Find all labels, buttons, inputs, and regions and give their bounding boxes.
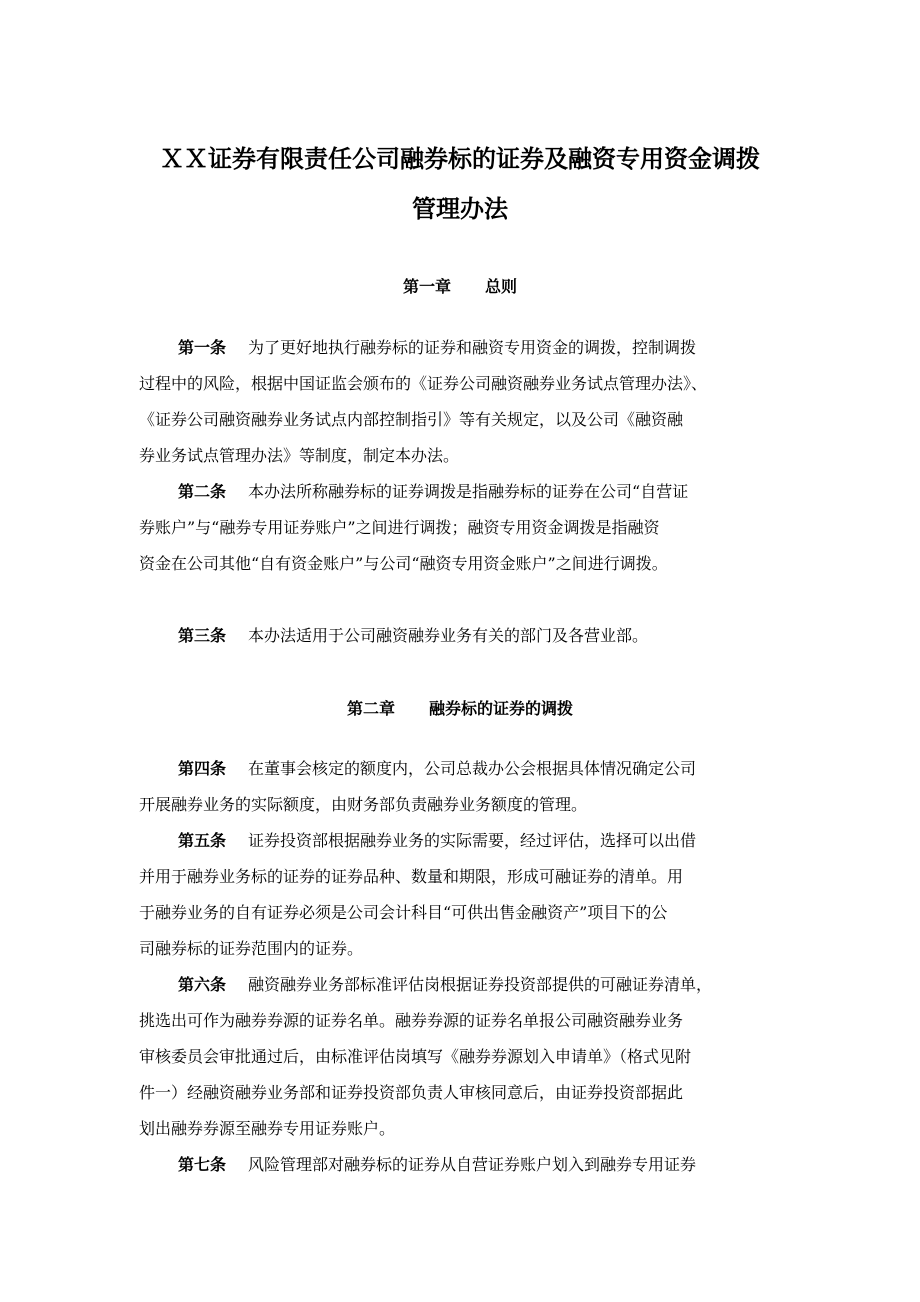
article-line: 开展融券业务的实际额度，由财务部负责融券业务额度的管理。 (139, 795, 588, 814)
article-text: 本办法适用于公司融资融券业务有关的部门及各营业部。 (248, 626, 649, 645)
article-label: 第七条 (178, 1155, 227, 1174)
chapter-title: 总则 (485, 277, 518, 296)
article-first-line (178, 973, 712, 997)
article-text: 在董事会核定的额度内，公司总裁办公会根据具体情况确定公司 (248, 759, 697, 778)
article-first-line (178, 480, 688, 504)
article-text: 本办法所称融券标的证券调拨是指融券标的证券在公司“自营证 (248, 482, 689, 501)
article-label: 第二条 (178, 482, 227, 501)
article-line: 划出融券券源至融券专用证券账户。 (139, 1119, 396, 1138)
chapter-number: 第二章 (346, 699, 395, 718)
article-line: 件一）经融资融券业务部和证券投资部负责人审核同意后，由证券投资部据此 (139, 1083, 684, 1102)
article-label: 第六条 (178, 975, 227, 994)
article-text: 风险管理部对融券标的证券从自营证券账户划入到融券专用证券 (248, 1155, 697, 1174)
chapter-title: 融券标的证券的调拨 (429, 699, 574, 718)
article-line: 并用于融券业务标的证券的证券品种、数量和期限，形成可融证券的清单。用 (139, 867, 684, 886)
article-first-line (178, 336, 696, 360)
chapter-number: 第一章 (402, 277, 451, 296)
chapter-heading (120, 697, 800, 721)
article-label: 第四条 (178, 759, 227, 778)
chapter-heading (120, 275, 800, 299)
article-text: 融资融券业务部标准评估岗根据证券投资部提供的可融证券清单， (248, 975, 713, 994)
article-line: 资金在公司其他“自有资金账户”与公司“融资专用资金账户”之间进行调拨。 (139, 554, 668, 573)
article-label: 第三条 (178, 626, 227, 645)
article-line: 过程中的风险，根据中国证监会颁布的《证券公司融资融券业务试点管理办法》、 (139, 374, 708, 393)
article-line: 于融券业务的自有证券必须是公司会计科目“可供出售金融资产”项目下的公 (139, 903, 668, 922)
article-label: 第一条 (178, 338, 227, 357)
article-first-line (178, 757, 696, 781)
document-title-line-1: ＸＸ证券有限责任公司融券标的证券及融资专用资金调拨 (160, 144, 760, 173)
article-first-line (178, 1153, 696, 1177)
article-line: 司融券标的证券范围内的证券。 (139, 939, 364, 958)
article-line: 券业务试点管理办法》等制度，制定本办法。 (139, 446, 460, 465)
article-text: 证券投资部根据融券业务的实际需要，经过评估，选择可以出借 (248, 831, 697, 850)
document-title-line-2: 管理办法 (412, 194, 508, 223)
article-label: 第五条 (178, 831, 227, 850)
article-first-line (178, 829, 696, 853)
article-line: 券账户”与“融券专用证券账户”之间进行调拨；融资专用资金调拨是指融资 (139, 518, 660, 537)
article-line: 《证券公司融资融券业务试点内部控制指引》等有关规定，以及公司《融资融 (139, 410, 684, 429)
article-first-line (178, 624, 648, 648)
article-line: 审核委员会审批通过后，由标准评估岗填写《融券券源划入申请单》（格式见附 (139, 1047, 692, 1066)
article-line: 挑选出可作为融券券源的证券名单。融券券源的证券名单报公司融资融券业务 (139, 1011, 684, 1030)
article-text: 为了更好地执行融券标的证券和融资专用资金的调拨，控制调拨 (248, 338, 697, 357)
